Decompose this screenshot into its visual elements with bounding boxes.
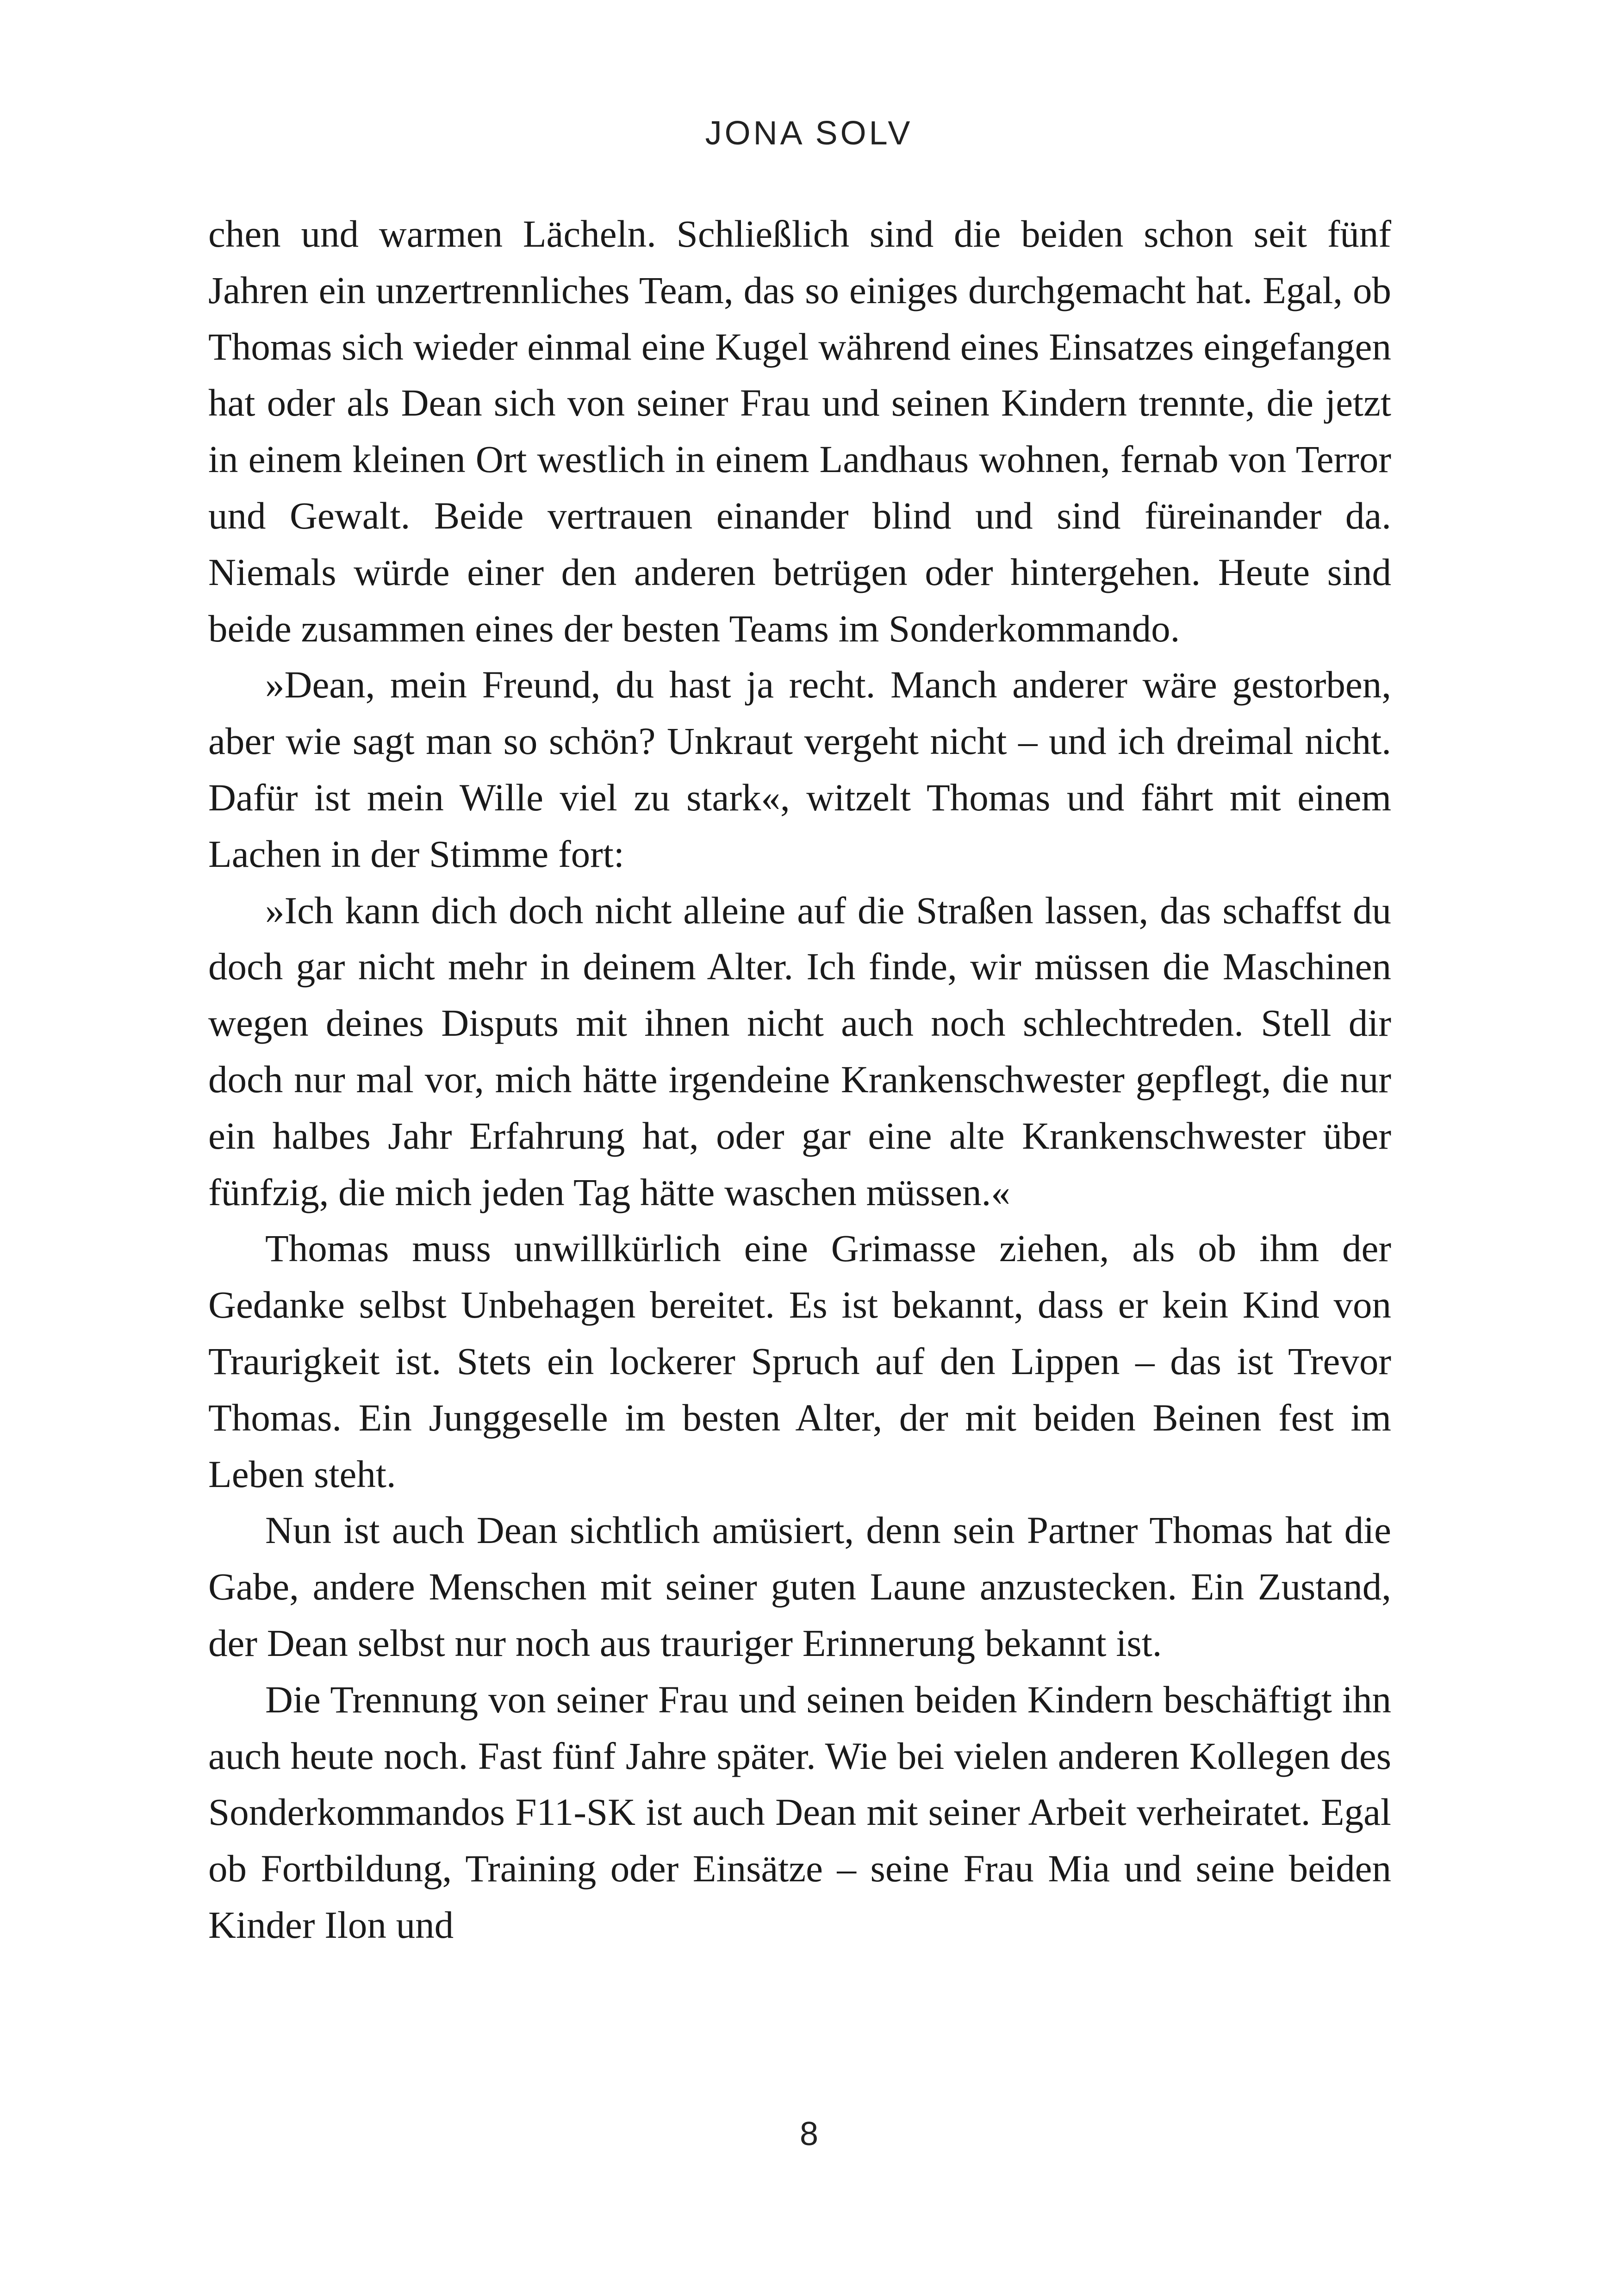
paragraph: Die Trennung von seiner Frau und seinen beiden Kindern beschäftigt ihn auch heute noch. Fast fünf Jahre später. Wie bei vielen anderen Kollegen des Sonderkommandos F11-SK ist auch Dean mit seiner Arbeit verheiratet. Egal ob Fortbildung, Training oder Einsätze – seine Frau Mia und seine beiden Kinder Ilon und [208,1678,1391,1946]
running-head-author: JONA SOLV [705,115,913,152]
body-text [208,206,1391,1954]
paragraph: Nun ist auch Dean sichtlich amüsiert, denn sein Partner Thomas hat die Gabe, andere Menschen mit seiner guten Laune anzustecken. Ein Zustand, der Dean selbst nur noch aus trauriger Erinnerung bekannt ist. [208,1509,1391,1664]
paragraph: »Dean, mein Freund, du hast ja recht. Manch anderer wäre gestorben, aber wie sagt man so schön? Unkraut vergeht nicht – und ich dreimal nicht. Dafür ist mein Wille viel zu stark«, witzelt Thomas und fährt mit einem Lachen in der Stimme fort: [208,663,1391,875]
page-number: 8 [799,2116,819,2153]
paragraph: chen und warmen Lächeln. Schließlich sind die beiden schon seit fünf Jahren ein unzertrennliches Team, das so einiges durchgemacht hat. Egal, ob Thomas sich wieder einmal eine Kugel während eines Einsatzes eingefangen hat oder als Dean sich von seiner Frau und seinen Kindern trennte, die jetzt in einem kleinen Ort westlich in einem Landhaus wohnen, fernab von Terror und Gewalt. Beide vertrauen einander blind und sind füreinander da. Niemals würde einer den anderen betrügen oder hintergehen. Heute sind beide zusammen eines der besten Teams im Sonderkommando. [208,212,1391,650]
paragraph: »Ich kann dich doch nicht alleine auf die Straßen lassen, das schaffst du doch gar nicht mehr in deinem Alter. Ich finde, wir müssen die Maschinen wegen deines Disputs mit ihnen nicht auch noch schlechtreden. Stell dir doch nur mal vor, mich hätte irgendeine Krankenschwester gepflegt, die nur ein halbes Jahr Erfahrung hat, oder gar eine alte Krankenschwester über fünfzig, die mich jeden Tag hätte waschen müssen.« [208,889,1391,1213]
paragraph: Thomas muss unwillkürlich eine Grimasse ziehen, als ob ihm der Gedanke selbst Unbehagen bereitet. Es ist bekannt, dass er kein Kind von Traurigkeit ist. Stets ein lockerer Spruch auf den Lippen – das ist Trevor Thomas. Ein Junggeselle im besten Alter, der mit beiden Beinen fest im Leben steht. [208,1227,1391,1495]
